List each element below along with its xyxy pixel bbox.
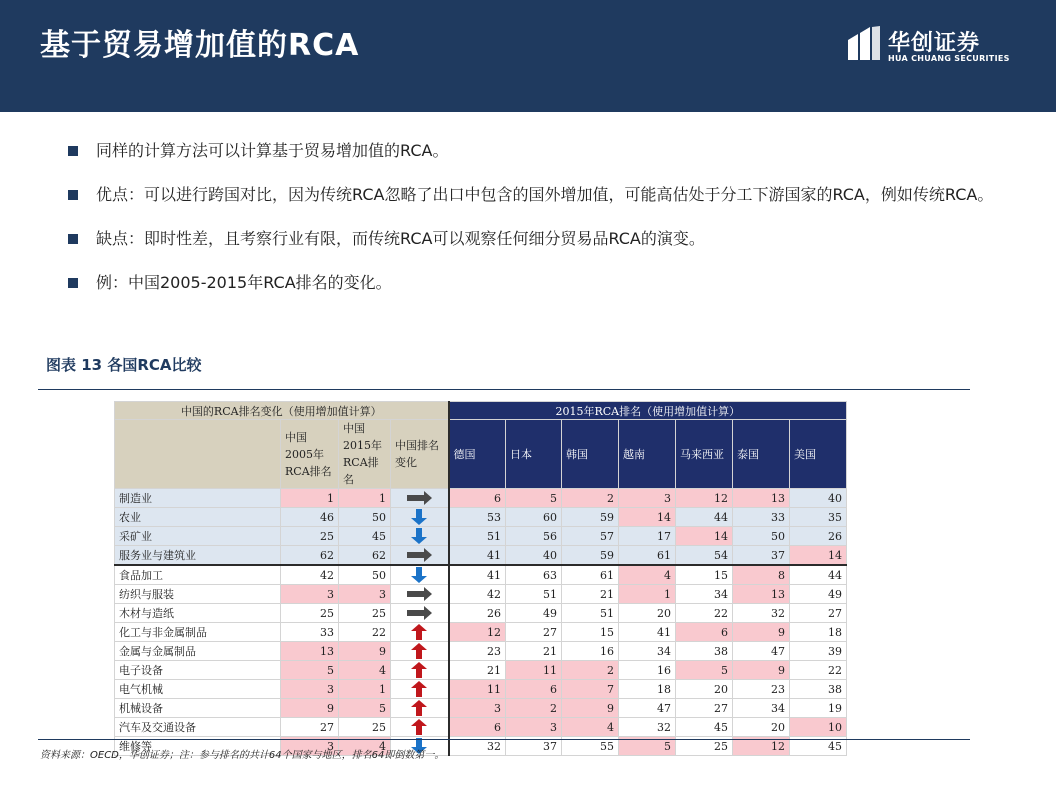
china-rank-c2015: 62: [339, 546, 391, 566]
country-rank: 20: [733, 718, 790, 737]
country-rank: 27: [790, 604, 847, 623]
left-table-title: 中国的RCA排名变化（使用增加值计算）: [115, 402, 449, 420]
country-rank: 32: [733, 604, 790, 623]
china-rank-c2005: 9: [281, 699, 339, 718]
rank-change-cell: [391, 642, 449, 661]
country-rank: 38: [676, 642, 733, 661]
header-country: 日本: [506, 420, 562, 489]
country-rank: 42: [449, 585, 506, 604]
logo-mark-icon: [846, 26, 882, 62]
table-row: [115, 508, 847, 527]
country-rank: 32: [449, 737, 506, 756]
country-rank: 13: [733, 489, 790, 508]
country-rank: 35: [790, 508, 847, 527]
country-rank: 45: [790, 737, 847, 756]
bullet-text: 缺点：即时性差，且考察行业有限，而传统RCA可以观察任何细分贸易品RCA的演变。: [96, 229, 705, 248]
country-rank: 21: [449, 661, 506, 680]
country-rank: 26: [790, 527, 847, 546]
bullet-square-icon: [68, 278, 78, 288]
country-rank: 51: [562, 604, 619, 623]
header-blank: [115, 420, 281, 489]
arrow-down-icon: [404, 527, 434, 545]
country-rank: 15: [562, 623, 619, 642]
arrow-right-icon: [404, 546, 434, 564]
table-title-row: [115, 402, 847, 420]
country-rank: 14: [790, 546, 847, 566]
country-rank: 27: [676, 699, 733, 718]
china-rank-c2005: 25: [281, 604, 339, 623]
country-rank: 10: [790, 718, 847, 737]
china-rank-c2015: 1: [339, 680, 391, 699]
industry-name: 维修等: [115, 737, 281, 756]
china-rank-c2005: 42: [281, 565, 339, 585]
country-rank: 61: [562, 565, 619, 585]
logo-chinese-text: 华创证券: [888, 31, 981, 56]
country-rank: 45: [676, 718, 733, 737]
country-rank: 11: [506, 661, 562, 680]
industry-name: 金属与金属制品: [115, 642, 281, 661]
rank-change-cell: [391, 680, 449, 699]
country-rank: 34: [733, 699, 790, 718]
country-rank: 5: [676, 661, 733, 680]
rca-table: [114, 401, 847, 756]
bullet-item: [66, 224, 1026, 254]
arrow-right-icon: [404, 604, 434, 622]
rank-change-cell: [391, 604, 449, 623]
country-rank: 59: [562, 546, 619, 566]
country-rank: 32: [619, 718, 676, 737]
china-rank-c2015: 1: [339, 489, 391, 508]
industry-name: 汽车及交通设备: [115, 718, 281, 737]
rank-change-cell: [391, 508, 449, 527]
country-rank: 20: [619, 604, 676, 623]
country-rank: 6: [506, 680, 562, 699]
country-rank: 44: [790, 565, 847, 585]
country-rank: 59: [562, 508, 619, 527]
rank-change-cell: [391, 585, 449, 604]
company-logo: [846, 26, 1016, 66]
country-rank: 53: [449, 508, 506, 527]
china-rank-c2015: 9: [339, 642, 391, 661]
header-country: 韩国: [562, 420, 619, 489]
arrow-up-icon: [404, 699, 434, 717]
country-rank: 57: [562, 527, 619, 546]
rank-change-cell: [391, 623, 449, 642]
bullet-text: 同样的计算方法可以计算基于贸易增加值的RCA。: [96, 141, 449, 160]
country-rank: 12: [449, 623, 506, 642]
table-row: [115, 699, 847, 718]
country-rank: 4: [562, 718, 619, 737]
china-rank-c2005: 13: [281, 642, 339, 661]
table-header-row: [115, 420, 847, 489]
table-row: [115, 680, 847, 699]
china-rank-c2005: 46: [281, 508, 339, 527]
figure-title: 图表 13 各国RCA比较: [46, 356, 202, 374]
header-china-2005: 中国2005年RCA排名: [281, 420, 339, 489]
country-rank: 23: [733, 680, 790, 699]
table-row: [115, 661, 847, 680]
arrow-down-icon: [404, 566, 434, 584]
rank-change-cell: [391, 718, 449, 737]
china-rank-c2005: 25: [281, 527, 339, 546]
country-rank: 21: [506, 642, 562, 661]
header-china-2015: 中国2015年RCA排名: [339, 420, 391, 489]
china-rank-c2015: 45: [339, 527, 391, 546]
country-rank: 23: [449, 642, 506, 661]
table-row: [115, 604, 847, 623]
country-rank: 33: [733, 508, 790, 527]
country-rank: 47: [733, 642, 790, 661]
china-rank-c2015: 5: [339, 699, 391, 718]
logo-english-text: HUA CHUANG SECURITIES: [888, 54, 1010, 63]
arrow-down-icon: [404, 508, 434, 526]
header-bar: [0, 0, 1056, 112]
country-rank: 21: [562, 585, 619, 604]
header-country: 美国: [790, 420, 847, 489]
header-country: 越南: [619, 420, 676, 489]
country-rank: 22: [676, 604, 733, 623]
country-rank: 50: [733, 527, 790, 546]
right-table-title: 2015年RCA排名（使用增加值计算）: [449, 402, 847, 420]
country-rank: 34: [676, 585, 733, 604]
bullet-item: [66, 136, 1026, 166]
country-rank: 41: [449, 546, 506, 566]
industry-name: 电气机械: [115, 680, 281, 699]
country-rank: 2: [562, 489, 619, 508]
country-rank: 40: [790, 489, 847, 508]
country-rank: 12: [676, 489, 733, 508]
arrow-up-icon: [404, 642, 434, 660]
country-rank: 3: [506, 718, 562, 737]
china-rank-c2015: 4: [339, 661, 391, 680]
figure-divider-bottom: [38, 739, 970, 740]
china-rank-c2005: 33: [281, 623, 339, 642]
country-rank: 3: [619, 489, 676, 508]
bullet-item: [66, 268, 1026, 298]
country-rank: 54: [676, 546, 733, 566]
arrow-right-icon: [404, 585, 434, 603]
country-rank: 9: [733, 661, 790, 680]
header-country: 泰国: [733, 420, 790, 489]
china-rank-c2005: 27: [281, 718, 339, 737]
bullet-square-icon: [68, 190, 78, 200]
industry-name: 电子设备: [115, 661, 281, 680]
rank-change-cell: [391, 546, 449, 566]
country-rank: 6: [449, 718, 506, 737]
country-rank: 16: [619, 661, 676, 680]
industry-name: 机械设备: [115, 699, 281, 718]
country-rank: 16: [562, 642, 619, 661]
industry-name: 制造业: [115, 489, 281, 508]
rank-change-cell: [391, 565, 449, 585]
country-rank: 12: [733, 737, 790, 756]
country-rank: 61: [619, 546, 676, 566]
country-rank: 41: [449, 565, 506, 585]
bullet-square-icon: [68, 146, 78, 156]
industry-name: 纺织与服装: [115, 585, 281, 604]
arrow-up-icon: [404, 718, 434, 736]
china-rank-c2015: 3: [339, 585, 391, 604]
country-rank: 6: [676, 623, 733, 642]
country-rank: 8: [733, 565, 790, 585]
header-country: 马来西亚: [676, 420, 733, 489]
country-rank: 2: [562, 661, 619, 680]
country-rank: 22: [790, 661, 847, 680]
country-rank: 37: [506, 737, 562, 756]
source-note: 资料来源：OECD，华创证券；注：参与排名的共计64个国家与地区，排名64即倒数第一。: [40, 750, 445, 761]
rank-change-cell: [391, 489, 449, 508]
country-rank: 56: [506, 527, 562, 546]
country-rank: 60: [506, 508, 562, 527]
country-rank: 5: [619, 737, 676, 756]
country-rank: 63: [506, 565, 562, 585]
country-rank: 27: [506, 623, 562, 642]
china-rank-c2015: 50: [339, 565, 391, 585]
bullet-list: [66, 136, 1026, 312]
table-row: [115, 585, 847, 604]
china-rank-c2015: 25: [339, 718, 391, 737]
rank-change-cell: [391, 527, 449, 546]
country-rank: 25: [676, 737, 733, 756]
arrow-right-icon: [404, 489, 434, 507]
industry-name: 木材与造纸: [115, 604, 281, 623]
rank-change-cell: [391, 699, 449, 718]
country-rank: 26: [449, 604, 506, 623]
table-row: [115, 642, 847, 661]
country-rank: 14: [619, 508, 676, 527]
country-rank: 40: [506, 546, 562, 566]
industry-name: 农业: [115, 508, 281, 527]
country-rank: 9: [733, 623, 790, 642]
industry-name: 采矿业: [115, 527, 281, 546]
table-row: [115, 527, 847, 546]
bullet-text: 优点：可以进行跨国对比，因为传统RCA忽略了出口中包含的国外增加值，可能高估处于分工下游国家的RCA，例如传统RCA。: [96, 185, 994, 204]
china-rank-c2015: 25: [339, 604, 391, 623]
table-row: [115, 565, 847, 585]
china-rank-c2005: 3: [281, 585, 339, 604]
china-rank-c2005: 1: [281, 489, 339, 508]
country-rank: 51: [506, 585, 562, 604]
page-title: 基于贸易增加值的RCA: [40, 28, 360, 63]
table-row: [115, 718, 847, 737]
arrow-up-icon: [404, 680, 434, 698]
country-rank: 15: [676, 565, 733, 585]
country-rank: 44: [676, 508, 733, 527]
country-rank: 37: [733, 546, 790, 566]
header-china-change: 中国排名变化: [391, 420, 449, 489]
country-rank: 9: [562, 699, 619, 718]
industry-name: 化工与非金属制品: [115, 623, 281, 642]
country-rank: 11: [449, 680, 506, 699]
country-rank: 4: [619, 565, 676, 585]
country-rank: 19: [790, 699, 847, 718]
country-rank: 14: [676, 527, 733, 546]
country-rank: 49: [790, 585, 847, 604]
table-row: [115, 546, 847, 566]
country-rank: 5: [506, 489, 562, 508]
table-row: [115, 489, 847, 508]
country-rank: 1: [619, 585, 676, 604]
china-rank-c2015: 50: [339, 508, 391, 527]
table-row: [115, 623, 847, 642]
industry-name: 食品加工: [115, 565, 281, 585]
china-rank-c2005: 5: [281, 661, 339, 680]
country-rank: 3: [449, 699, 506, 718]
country-rank: 34: [619, 642, 676, 661]
country-rank: 20: [676, 680, 733, 699]
country-rank: 2: [506, 699, 562, 718]
bullet-text: 例：中国2005-2015年RCA排名的变化。: [96, 273, 392, 292]
country-rank: 18: [619, 680, 676, 699]
rank-change-cell: [391, 661, 449, 680]
country-rank: 39: [790, 642, 847, 661]
industry-name: 服务业与建筑业: [115, 546, 281, 566]
country-rank: 55: [562, 737, 619, 756]
bullet-square-icon: [68, 234, 78, 244]
country-rank: 41: [619, 623, 676, 642]
china-rank-c2015: 4: [339, 737, 391, 756]
country-rank: 51: [449, 527, 506, 546]
country-rank: 49: [506, 604, 562, 623]
country-rank: 17: [619, 527, 676, 546]
country-rank: 18: [790, 623, 847, 642]
figure-divider-top: [38, 389, 970, 390]
country-rank: 47: [619, 699, 676, 718]
bullet-item: [66, 180, 1026, 210]
country-rank: 38: [790, 680, 847, 699]
arrow-up-icon: [404, 623, 434, 641]
china-rank-c2005: 3: [281, 737, 339, 756]
country-rank: 6: [449, 489, 506, 508]
china-rank-c2005: 3: [281, 680, 339, 699]
china-rank-c2005: 62: [281, 546, 339, 566]
arrow-up-icon: [404, 661, 434, 679]
header-country: 德国: [449, 420, 506, 489]
country-rank: 7: [562, 680, 619, 699]
country-rank: 13: [733, 585, 790, 604]
china-rank-c2015: 22: [339, 623, 391, 642]
